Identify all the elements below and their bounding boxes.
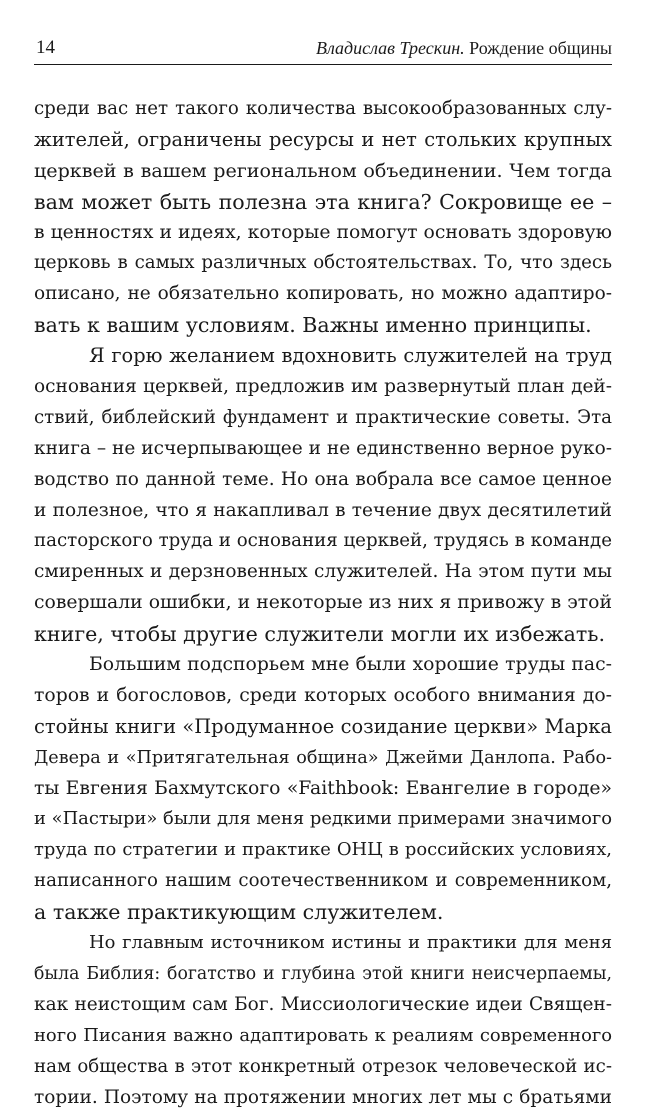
- text-line: книга – не исчерпывающее и не единственно верное руко-: [34, 434, 612, 465]
- header-title: Рождение общины: [469, 38, 612, 58]
- running-head: [316, 38, 612, 58]
- text-line: была Библия: богатство и глубина этой книги неисчерпаемы,: [34, 959, 612, 990]
- text-line: Девера и «Притягательная община» Джейми Данлопа. Рабо-: [34, 743, 612, 774]
- text-line: Я горю желанием вдохновить служителей на труд: [34, 341, 612, 372]
- text-line: и полезное, что я накапливал в течение двух десятилетий: [34, 496, 612, 527]
- text-line: вам может быть полезна эта книга? Сокровище ее –: [34, 187, 612, 218]
- text-line: в ценностях и идеях, которые помогут основать здоровую: [34, 218, 612, 249]
- text-line: написанного нашим соотечественником и современником,: [34, 866, 612, 897]
- text-line: и «Пастыри» были для меня редкими примерами значимого: [34, 804, 612, 835]
- text-line: стойны книги «Продуманное созидание церкви» Марка: [34, 712, 612, 743]
- body-text: [34, 94, 612, 1113]
- text-line: водство по данной теме. Но она вобрала все самое ценное: [34, 465, 612, 496]
- text-line: нам общества в этот конкретный отрезок человеческой ис-: [34, 1052, 612, 1083]
- header-author: Владислав Трескин.: [316, 38, 465, 58]
- text-line: Но главным источником истины и практики для меня: [34, 928, 612, 959]
- text-line: торов и богословов, среди которых особого внимания до-: [34, 681, 612, 712]
- text-line: совершали ошибки, и некоторые из них я привожу в этой: [34, 588, 612, 619]
- text-line: основания церквей, предложив им развернутый план дей-: [34, 372, 612, 403]
- text-line: а также практикующим служителем.: [34, 897, 612, 928]
- text-line: церквей в вашем региональном объединении. Чем тогда: [34, 156, 612, 187]
- text-line: тории. Поэтому на протяжении многих лет мы с братьями: [34, 1083, 612, 1113]
- text-line: ствий, библейский фундамент и практические советы. Эта: [34, 403, 612, 434]
- text-line: ного Писания важно адаптировать к реалиям современного: [34, 1021, 612, 1052]
- text-line: жителей, ограничены ресурсы и нет стольких крупных: [34, 125, 612, 156]
- text-line: описано, не обязательно копировать, но можно адаптиро-: [34, 279, 612, 310]
- page-number: 14: [36, 38, 55, 58]
- text-line: вать к вашим условиям. Важны именно принципы.: [34, 310, 612, 341]
- text-line: среди вас нет такого количества высокообразованных слу-: [34, 94, 612, 125]
- running-header: [34, 28, 612, 65]
- text-line: ты Евгения Бахмутского «Faithbook: Евангелие в городе»: [34, 774, 612, 805]
- text-line: церковь в самых различных обстоятельствах. То, что здесь: [34, 248, 612, 279]
- text-line: смиренных и дерзновенных служителей. На этом пути мы: [34, 557, 612, 588]
- text-line: труда по стратегии и практике ОНЦ в российских условиях,: [34, 835, 612, 866]
- text-line: пасторского труда и основания церквей, трудясь в команде: [34, 526, 612, 557]
- text-line: книге, чтобы другие служители могли их избежать.: [34, 619, 612, 650]
- text-line: Большим подспорьем мне были хорошие труды пас-: [34, 650, 612, 681]
- text-line: как неистощим сам Бог. Миссиологические идеи Священ-: [34, 990, 612, 1021]
